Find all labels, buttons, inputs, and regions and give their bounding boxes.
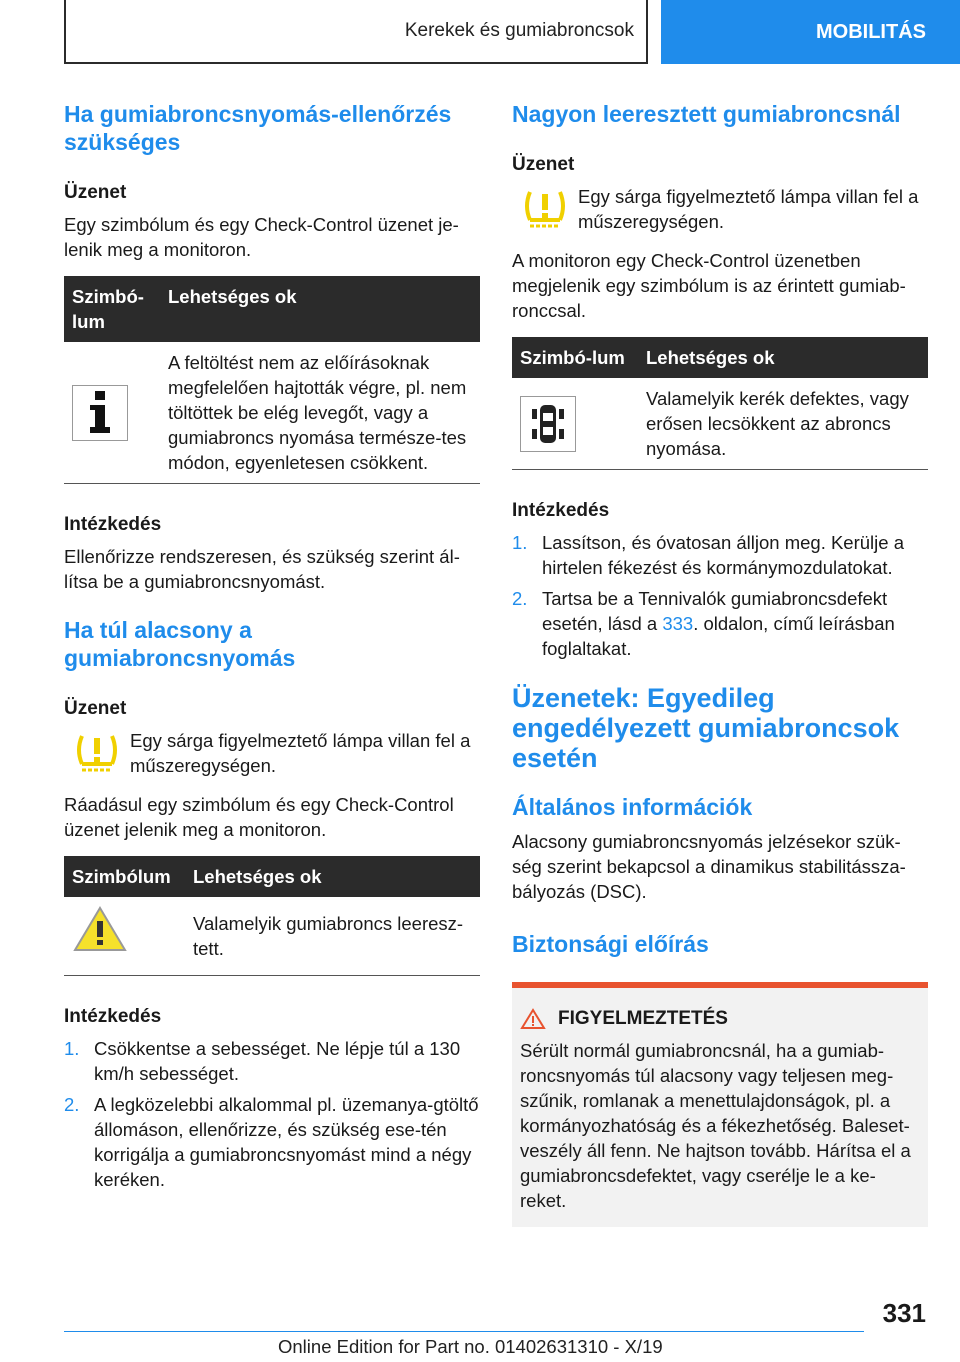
extra-text: A monitoron egy Check-Control üzenetben megjelenik egy szimbólum is az érintett gumiab-ronccsal. — [512, 250, 906, 321]
step-text: A legközelebbi alkalommal pl. üzemanya-gtöltő állomáson, ellenőrizze, és szükség ese-tén korrigálja a gumiabroncsnyomást mind a négy keréken. — [94, 1094, 479, 1190]
section-title: Kerekek és gumiabroncsok — [404, 20, 634, 41]
cause-text: Valamelyik kerék defektes, vagy erősen lecsökkent az abroncs nyomása. — [638, 378, 928, 470]
symbol-table-2 — [64, 856, 480, 976]
info-icon — [72, 385, 128, 441]
warning-box — [512, 982, 928, 1227]
heading-individual-tires: Üzenetek: Egyedileg engedélyezett gumiabroncsok esetén — [512, 683, 900, 773]
heading-pressure-check: Ha gumiabroncsnyomás-ellenőrzés szükséges — [64, 101, 452, 155]
footer-edition: Online Edition for Part no. 01402631310 - X/19 — [278, 1336, 663, 1357]
action-steps — [64, 1036, 480, 1192]
action-label: Intézkedés — [64, 1006, 162, 1027]
warning-triangle-icon — [72, 905, 128, 953]
page-number: 331 — [882, 1298, 926, 1328]
lamp-message — [512, 184, 928, 234]
tire-pressure-warning-lamp-icon — [64, 728, 130, 776]
message-label: Üzenet — [512, 154, 575, 175]
warning-triangle-icon — [520, 1008, 546, 1030]
list-item — [64, 1036, 480, 1086]
table-header-symbol: Szimbó-lum — [64, 276, 160, 342]
step-text — [542, 586, 928, 661]
warning-title: FIGYELMEZTETÉS — [558, 1008, 728, 1029]
table-header-cause: Lehetséges ok — [160, 276, 480, 342]
heading-low-pressure: Ha túl alacsony a gumiabroncsnyomás — [64, 617, 296, 671]
extra-text: Ráadásul egy szimbólum és egy Check-Control üzenet jelenik meg a monitoron. — [64, 794, 454, 840]
table-header-cause: Lehetséges ok — [185, 856, 480, 897]
table-header-symbol: Szimbólum — [64, 856, 185, 897]
message-label: Üzenet — [64, 698, 127, 719]
heading-safety: Biztonsági előírás — [512, 931, 709, 957]
step-number: 1. — [64, 1038, 80, 1059]
car-tire-status-icon — [520, 396, 576, 452]
action-steps — [512, 530, 928, 661]
table-row — [512, 378, 928, 470]
lamp-text: Egy sárga figyelmeztető lámpa villan fel a műszeregységen. — [578, 186, 919, 232]
step-text-part: Tartsa be a Tennivalók gumiabroncsdefekt esetén, lásd a — [542, 588, 888, 634]
step-number: 1. — [512, 532, 528, 553]
message-text: Egy szimbólum és egy Check-Control üzenet je-lenik meg a monitoron. — [64, 214, 459, 260]
running-header-section — [64, 0, 648, 64]
list-item — [512, 530, 928, 580]
lamp-message — [64, 728, 480, 778]
running-header-chapter — [661, 0, 960, 64]
heading-flat-tire: Nagyon leeresztett gumiabroncsnál — [512, 101, 901, 127]
step-number: 2. — [512, 588, 528, 609]
symbol-table-1 — [64, 276, 480, 484]
warning-text: Sérült normál gumiabroncsnál, ha a gumiab-roncsnyomás túl alacsony vagy teljesen meg-szűnik, romlanak a menettulajdonságok, pl. a kormányozhatóság és a fékezhetőség. Baleset-veszély áll fenn. Ne hajtson tovább. Hárítsa el a gumiabroncsdefektet, vagy cserélje le a ke-reket. — [520, 1040, 911, 1211]
list-item — [512, 586, 928, 661]
table-header-cause: Lehetséges ok — [638, 337, 928, 378]
step-text: Lassítson, és óvatosan álljon meg. Kerülje a hirtelen fékezést és kormánymozdulatokat. — [542, 532, 904, 578]
right-column — [512, 100, 928, 1227]
table-row — [64, 342, 480, 484]
chapter-title: MOBILITÁS — [816, 20, 926, 43]
footer-divider — [64, 1331, 864, 1332]
tire-pressure-warning-lamp-icon — [512, 184, 578, 232]
message-label: Üzenet — [64, 182, 127, 203]
symbol-table-3 — [512, 337, 928, 470]
heading-general-info: Általános információk — [512, 794, 753, 820]
step-text-part: . oldalon, című leírásban foglaltakat. — [542, 613, 895, 659]
action-text: Ellenőrizze rendszeresen, és szükség szerint ál-lítsa be a gumiabroncsnyomást. — [64, 546, 460, 592]
action-label: Intézkedés — [64, 514, 162, 535]
cause-text: Valamelyik gumiabroncs leeresz-tett. — [185, 897, 480, 976]
list-item — [64, 1092, 480, 1192]
step-text: Csökkentse a sebességet. Ne lépje túl a 130 km/h sebességet. — [94, 1038, 461, 1084]
step-number: 2. — [64, 1094, 80, 1115]
left-column — [64, 100, 480, 1214]
cause-text: A feltöltést nem az előírásoknak megfelelően hajtották végre, pl. nem töltöttek be elég levegőt, vagy a gumiabroncs nyomása természe-tes módon, egyenletesen csökkent. — [160, 342, 480, 484]
table-row — [64, 897, 480, 976]
general-info-text: Alacsony gumiabroncsnyomás jelzésekor szük-ség szerint bekapcsol a dinamikus stabilitássza-bályozás (DSC). — [512, 831, 906, 902]
page-link[interactable]: 333 — [662, 613, 694, 634]
table-header-symbol: Szimbó-lum — [512, 337, 638, 378]
lamp-text: Egy sárga figyelmeztető lámpa villan fel a műszeregységen. — [130, 730, 471, 776]
action-label: Intézkedés — [512, 500, 610, 521]
